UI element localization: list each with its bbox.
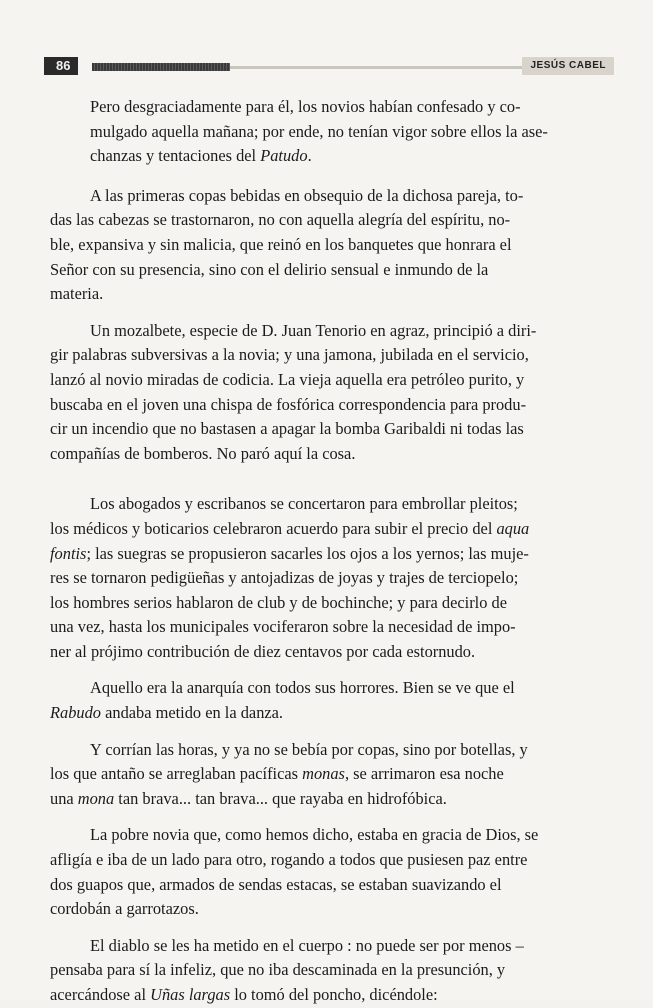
text-line: Pero desgraciadamente para él, los novios habían confesado y co- [90,97,521,116]
text-line: ner al prójimo contribución de diez centavos por cada estornudo. [50,641,476,661]
page-number: 86 [44,57,78,75]
text-line: los médicos y boticarios celebraron acuerdo para subir el precio del aqua [50,518,530,538]
text-line: acercándose al Uñas largas lo tomó del poncho, dicéndole: [50,985,438,1004]
text-line: Señor con su presencia, sino con el delirio sensual e inmundo de la [50,259,489,279]
text-line: cordobán a garrotazos. [50,899,199,919]
text-line: cir un incendio que no bastasen a apagar la bomba Garibaldi ni todas las [50,419,524,439]
text-line: lanzó al novio miradas de codicia. La vieja aquella era petróleo purito, y [50,369,525,389]
paragraph-8 [50,934,613,1008]
text-line: los que antaño se arreglaban pacíficas monas, se arrimaron esa noche [50,764,504,784]
text-line: Aquello era la anarquía con todos sus horrores. Bien se ve que el [90,678,515,698]
text-line: pensaba para sí la infeliz, que no iba descaminada en la presunción, y [50,960,506,980]
text-line: gir palabras subversivas a la novia; y una jamona, jubilada en el servicio, [50,345,529,365]
text-line: una mona tan brava... tan brava... que rayaba en hidrofóbica. [50,788,447,808]
text-line: compañías de bomberos. No paró aquí la cosa. [50,443,356,463]
text-line: buscaba en el joven una chispa de fosfórica correspondencia para produ- [50,394,527,414]
paragraph-7 [50,823,613,921]
text-line: A las primeras copas bebidas en obsequio de la dichosa pareja, to- [90,185,524,205]
text-line: chanzas y tentaciones del Patudo. [90,146,312,166]
text-line: una vez, hasta los municipales vociferaron sobre la necesidad de impo- [50,617,516,637]
text-line: Rabudo andaba metido en la danza. [50,703,284,723]
header-rule-light [230,66,538,69]
text-line: materia. [50,284,104,304]
paragraph-4 [50,492,613,664]
paragraph-5 [50,676,613,725]
running-header-author: JESÚS CABEL [522,57,614,75]
text-line: mulgado aquella mañana; por ende, no tenían vigor sobre ellos la ase- [90,121,548,141]
text-line: Un mozalbete, especie de D. Juan Tenorio en agraz, principió a diri- [90,320,537,340]
text-line: Y corrían las horas, y ya no se bebía por copas, sino por botellas, y [90,739,528,759]
text-line: La pobre novia que, como hemos dicho, estaba en gracia de Dios, se [90,825,539,845]
text-line: los hombres serios hablaron de club y de bochinche; y para decirlo de [50,592,507,612]
text-line: El diablo se les ha metido en el cuerpo : no puede ser por menos – [90,935,524,955]
header-rule-dark [92,63,230,71]
text-line: Los abogados y escribanos se concertaron para embrollar pleitos; [90,494,518,514]
text-line: das las cabezas se trastornaron, no con aquella alegría del espíritu, no- [50,210,511,230]
paragraph-2 [50,184,613,307]
running-header [44,55,614,77]
text-line: ble, expansiva y sin malicia, que reinó en los banquetes que honrara el [50,234,512,254]
page-body [50,95,613,1008]
text-line: dos guapos que, armados de sendas estacas, se estaban suavizando el [50,874,502,894]
text-line: res se tornaron pedigüeñas y antojadizas de joyas y trajes de terciopelo; [50,568,519,588]
text-line: fontis; las suegras se propusieron sacarles los ojos a los yernos; las muje- [50,543,529,563]
text-line: afligía e iba de un lado para otro, rogando a todos que pusiesen paz entre [50,850,528,870]
paragraph-6 [50,738,613,812]
paragraph-3 [50,319,613,467]
paragraph-1 [50,95,613,169]
